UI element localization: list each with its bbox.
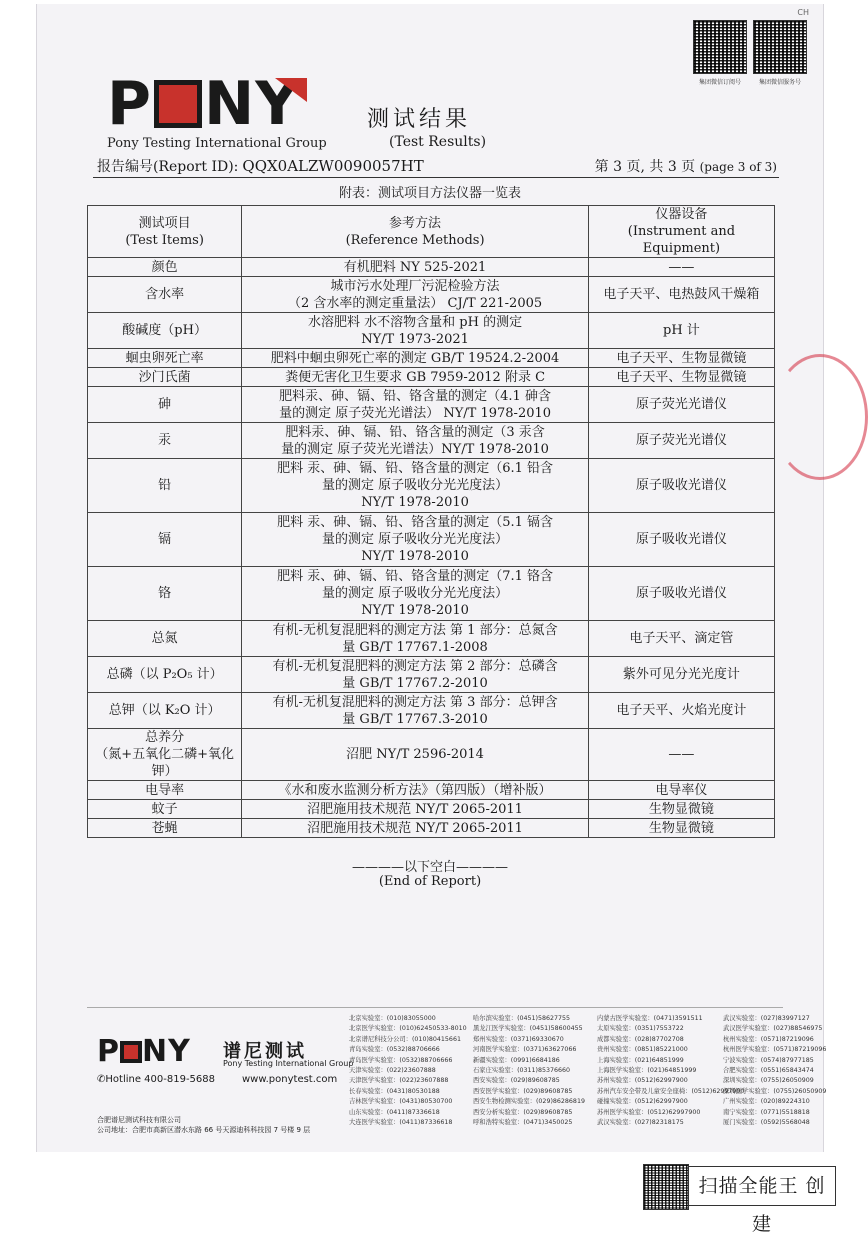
lab-entry: 成都实验室：(028)87702708 (597, 1035, 684, 1043)
title-en: (Test Results) (389, 134, 487, 150)
equipment-cell: 紫外可见分光光度计 (588, 657, 774, 693)
table-row (88, 349, 775, 368)
lab-entry: 苏州医学实验室：(0512)62997900 (597, 1108, 701, 1116)
lab-entry: 深圳医学实验室：(0755)26050909 (723, 1087, 827, 1095)
qr-code-icon (753, 20, 807, 74)
method-cell: 水溶肥料 水不溶物含量和 pH 的测定 NY/T 1973-2021 (242, 313, 589, 349)
footer-company-en: Pony Testing International Group (223, 1059, 354, 1068)
lab-entry: 天津医学实验室：(022)23607888 (349, 1077, 449, 1085)
equipment-cell: 电子天平、生物显微镜 (588, 368, 774, 387)
scanner-qr-icon (643, 1164, 689, 1210)
lab-entry: 长春实验室：(0431)80530188 (349, 1087, 440, 1095)
table-row (88, 513, 775, 567)
qr-subscription (691, 20, 749, 86)
test-item-cell: 苍蝇 (88, 819, 242, 838)
lab-column (597, 1014, 745, 1128)
test-item-cell: 颜色 (88, 258, 242, 277)
equipment-cell: 电子天平、滴定管 (588, 621, 774, 657)
website: www.ponytest.com (242, 1074, 338, 1085)
equipment-cell: pH 计 (588, 313, 774, 349)
method-cell: 肥料 汞、砷、镉、铅、铬含量的测定（6.1 铅含 量的测定 原子吸收分光光度法） NY/T 1978-2010 (242, 459, 589, 513)
equipment-cell: 原子吸收光谱仪 (588, 513, 774, 567)
lab-entry: 石家庄实验室：(0311)85376660 (473, 1067, 571, 1075)
method-cell: 肥料 汞、砷、镉、铅、铬含量的测定（5.1 镉含 量的测定 原子吸收分光光度法） NY/T 1978-2010 (242, 513, 589, 567)
lab-entry: 青岛实验室：(0532)88706666 (349, 1046, 440, 1054)
scanner-label: 扫描全能王 创建 (688, 1166, 836, 1206)
footer-divider (87, 1007, 783, 1008)
test-item-cell: 总氮 (88, 621, 242, 657)
end-marker-en: (End of Report) (378, 874, 482, 889)
test-item-cell: 蛔虫卵死亡率 (88, 349, 242, 368)
test-item-cell: 镉 (88, 513, 242, 567)
method-cell: 肥料汞、砷、镉、铅、铬含量的测定（4.1 砷含 量的测定 原子荧光光谱法） NY/T 1978-2010 (242, 387, 589, 423)
pony-logo: P NY (107, 69, 300, 139)
table-row (88, 459, 775, 513)
header-reference-methods: 参考方法 (Reference Methods) (242, 206, 589, 258)
table-row (88, 657, 775, 693)
equipment-cell: 电导率仪 (588, 781, 774, 800)
test-item-cell: 蚊子 (88, 800, 242, 819)
qr-caption: 集团微信服务号 (758, 79, 801, 86)
lab-column (723, 1014, 847, 1128)
lab-entry: 青岛医学实验室：(0532)88706666 (349, 1056, 453, 1064)
lab-entry: 苏州实验室：(0512)62997900 (597, 1077, 688, 1085)
seal-stamp (772, 354, 868, 480)
lab-entry: 哈尔滨实验室：(0451)58627755 (473, 1015, 571, 1022)
lab-entry: 新疆实验室：(0991)6684186 (473, 1056, 560, 1064)
logo-accent (275, 78, 307, 102)
lab-entry: 宁波实验室：(0574)87977185 (723, 1056, 814, 1064)
test-item-cell: 沙门氏菌 (88, 368, 242, 387)
equipment-cell: 原子荧光光谱仪 (588, 423, 774, 459)
table-row (88, 819, 775, 838)
lab-entry: 武汉实验室：(027)83997127 (723, 1015, 810, 1022)
lab-entry: 南宁实验室：(0771)5518818 (723, 1108, 810, 1116)
lab-column (473, 1014, 597, 1128)
test-item-cell: 总养分 （氮+五氧化二磷+氧化钾） (88, 729, 242, 781)
method-cell: 有机-无机复混肥料的测定方法 第 1 部分：总氮含 量 GB/T 17767.1-2008 (242, 621, 589, 657)
header-divider (93, 177, 779, 178)
title-cn: 测试结果 (367, 107, 472, 132)
method-cell: 有机-无机复混肥料的测定方法 第 2 部分：总磷含 量 GB/T 17767.2-2010 (242, 657, 589, 693)
company-info: 合肥谱尼测试科技有限公司 公司地址：合肥市高新区潜水东路 66 号天源迪科科技园 7 号楼 9 层 (97, 1116, 311, 1134)
lab-entry: 郑州实验室：(0371)69330670 (473, 1035, 564, 1043)
report-id-value: QQX0ALZW0090057HT (242, 157, 424, 175)
method-cell: 城市污水处理厂污泥检验方法 （2 含水率的测定重量法） CJ/T 221-2005 (242, 277, 589, 313)
lab-entry: 黑龙江医学实验室：(0451)58600455 (473, 1025, 583, 1033)
lab-entry: 上海实验室：(021)64851999 (597, 1056, 684, 1064)
lab-entry: 西安分析实验室：(029)89608785 (473, 1108, 573, 1116)
equipment-cell: 电子天平、火焰光度计 (588, 693, 774, 729)
equipment-cell: 生物显微镜 (588, 819, 774, 838)
method-cell: 肥料 汞、砷、镉、铅、铬含量的测定（7.1 铬含 量的测定 原子吸收分光光度法） NY/T 1978-2010 (242, 567, 589, 621)
lab-entry: 山东实验室：(0411)87336618 (349, 1108, 440, 1116)
lab-entry: 深圳实验室：(0755)26050909 (723, 1077, 814, 1085)
table-header-row (88, 206, 775, 258)
method-cell: 沼肥 NY/T 2596-2014 (242, 729, 589, 781)
qr-caption: 集团微信订阅号 (698, 79, 741, 86)
header-instrument: 仪器设备 (Instrument and Equipment) (588, 206, 774, 258)
table-row (88, 621, 775, 657)
equipment-cell: —— (588, 729, 774, 781)
test-item-cell: 酸碱度（pH） (88, 313, 242, 349)
table-row (88, 800, 775, 819)
table-row (88, 368, 775, 387)
table-row (88, 313, 775, 349)
equipment-cell: 电子天平、电热鼓风干燥箱 (588, 277, 774, 313)
method-cell: 肥料中蛔虫卵死亡率的测定 GB/T 19524.2-2004 (242, 349, 589, 368)
test-item-cell: 含水率 (88, 277, 242, 313)
table-row (88, 567, 775, 621)
lab-entry: 内蒙古医学实验室：(0471)3591511 (597, 1015, 703, 1022)
equipment-cell: 原子吸收光谱仪 (588, 567, 774, 621)
table-row (88, 693, 775, 729)
lab-entry: 太原实验室：(0351)7553722 (597, 1025, 684, 1033)
page-number: 第 3 页, 共 3 页 (page 3 of 3) (594, 159, 777, 175)
lab-entry: 碰撞实验室：(0512)62997900 (597, 1098, 688, 1106)
method-cell: 肥料汞、砷、镉、铅、铬含量的测定（3 汞含 量的测定 原子荧光光谱法）NY/T 1978-2010 (242, 423, 589, 459)
test-item-cell: 铬 (88, 567, 242, 621)
equipment-cell: 生物显微镜 (588, 800, 774, 819)
lab-entry: 天津实验室：(022)23607888 (349, 1067, 436, 1075)
lab-entry: 上海医学实验室：(021)64851999 (597, 1067, 697, 1075)
report-id-label: 报告编号(Report ID): (97, 159, 239, 175)
equipment-cell: 原子荧光光谱仪 (588, 387, 774, 423)
lab-entry: 北京谱尼科技分公司：(010)80415661 (349, 1035, 461, 1043)
report-id (97, 156, 424, 176)
table-row (88, 258, 775, 277)
lab-column (349, 1014, 473, 1128)
footer-company-cn: 谱尼测试 (223, 1041, 307, 1062)
appendix-title: 附表：测试项目方法仪器一览表 (338, 186, 521, 201)
test-item-cell: 汞 (88, 423, 242, 459)
equipment-cell: 电子天平、生物显微镜 (588, 349, 774, 368)
end-marker-cn: ————以下空白———— (351, 860, 508, 875)
corner-mark: CH (797, 8, 809, 17)
table-row (88, 277, 775, 313)
test-item-cell: 总钾（以 K₂O 计） (88, 693, 242, 729)
lab-entry: 河南医学实验室：(0371)63627066 (473, 1046, 577, 1054)
equipment-cell: —— (588, 258, 774, 277)
test-item-cell: 铅 (88, 459, 242, 513)
lab-entry: 合肥实验室：(0551)65843474 (723, 1067, 814, 1075)
equipment-cell: 原子吸收光谱仪 (588, 459, 774, 513)
table-row (88, 781, 775, 800)
method-cell: 有机肥料 NY 525-2021 (242, 258, 589, 277)
table-row (88, 729, 775, 781)
method-cell: 沼肥施用技术规范 NY/T 2065-2011 (242, 800, 589, 819)
results-table (87, 205, 775, 838)
method-cell: 有机-无机复混肥料的测定方法 第 3 部分：总钾含 量 GB/T 17767.3-2010 (242, 693, 589, 729)
footer-logo: P NY (97, 1034, 191, 1069)
lab-entry: 广州实验室：(020)89224310 (723, 1098, 810, 1106)
lab-entry: 杭州医学实验室：(0571)87219096 (723, 1046, 827, 1054)
lab-directory (349, 1014, 849, 1128)
lab-entry: 吉林医学实验室：(0431)80530700 (349, 1098, 453, 1106)
qr-service (751, 20, 809, 86)
lab-entry: 武汉医学实验室：(027)88546975 (723, 1025, 823, 1033)
lab-entry: 贵州实验室：(0851)85221000 (597, 1046, 688, 1054)
test-item-cell: 总磷（以 P₂O₅ 计） (88, 657, 242, 693)
lab-entry: 北京医学实验室：(010)62450533-8010 (349, 1025, 467, 1033)
lab-entry: 大连医学实验室：(0411)87336618 (349, 1119, 453, 1127)
hotline: ✆Hotline 400-819-5688 (97, 1074, 216, 1085)
qr-code-icon (693, 20, 747, 74)
table-row (88, 387, 775, 423)
method-cell: 沼肥施用技术规范 NY/T 2065-2011 (242, 819, 589, 838)
table-row (88, 423, 775, 459)
lab-entry: 呼和浩特实验室：(0471)3450025 (473, 1119, 573, 1127)
lab-entry: 北京实验室：(010)83055000 (349, 1015, 436, 1022)
lab-entry: 苏州汽车安全带及儿童安全座椅：(0512)62997900 (597, 1087, 745, 1095)
lab-entry: 西安生物检测实验室：(029)86286819 (473, 1098, 585, 1106)
method-cell: 粪便无害化卫生要求 GB 7959-2012 附录 C (242, 368, 589, 387)
lab-entry: 厦门实验室：(0592)5568048 (723, 1119, 810, 1127)
test-item-cell: 砷 (88, 387, 242, 423)
report-page (36, 4, 827, 1152)
lab-entry: 西安医学实验室：(029)89608785 (473, 1087, 573, 1095)
lab-entry: 西安实验室：(029)89608785 (473, 1077, 560, 1085)
lab-entry: 杭州实验室：(0571)87219096 (723, 1035, 814, 1043)
header-test-items: 测试项目 (Test Items) (88, 206, 242, 258)
test-item-cell: 电导率 (88, 781, 242, 800)
method-cell: 《水和废水监测分析方法》（第四版）（增补版） (242, 781, 589, 800)
group-name: Pony Testing International Group (107, 136, 327, 151)
lab-entry: 武汉实验室：(027)82318175 (597, 1119, 684, 1127)
